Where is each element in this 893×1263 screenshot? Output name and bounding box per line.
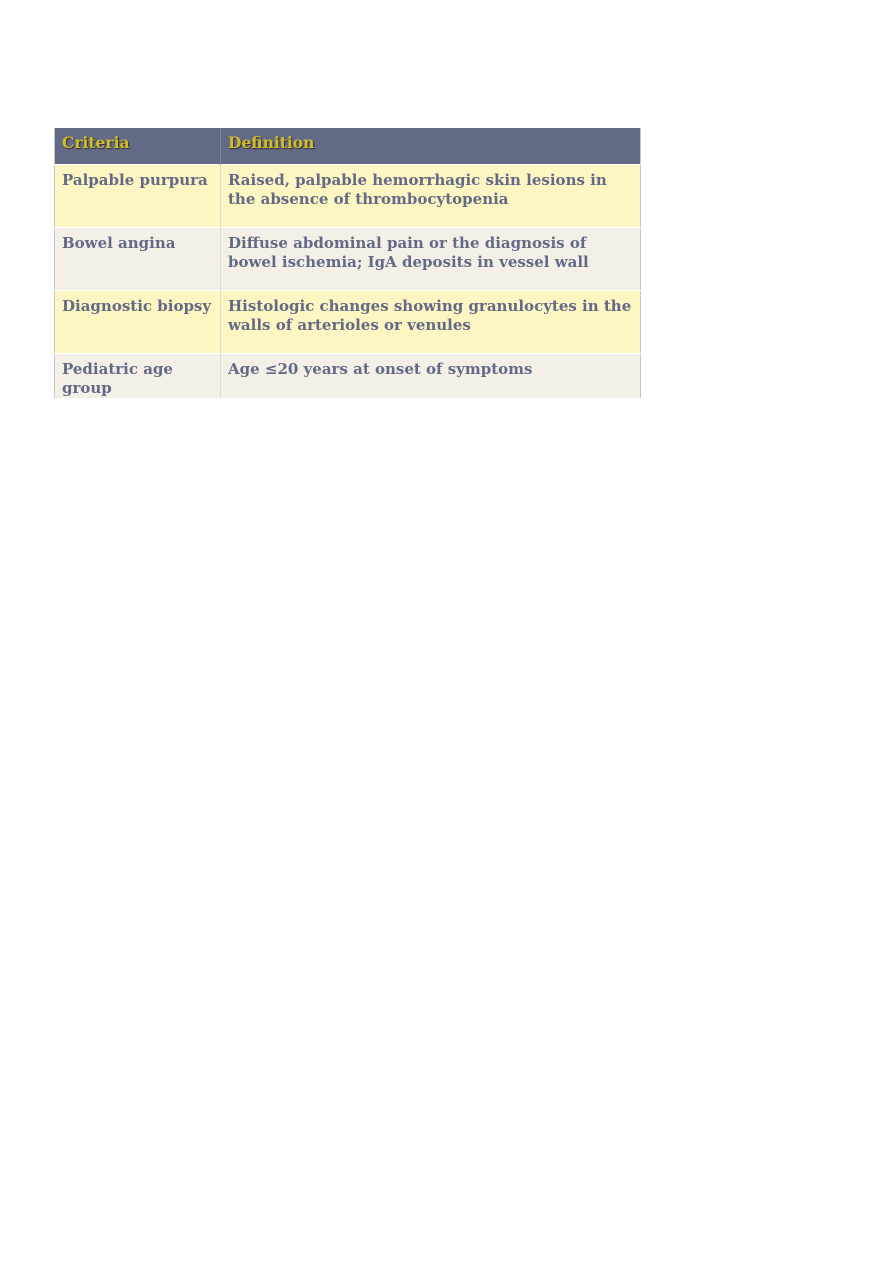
criteria-cell: Palpable purpura (55, 164, 221, 227)
criteria-cell: Diagnostic biopsy (55, 290, 221, 353)
table-row (55, 290, 641, 353)
definition-cell: Histologic changes showing granulocytes in the walls of arterioles or venules (221, 290, 641, 353)
criteria-cell: Pediatric age group (55, 353, 221, 398)
table-body (55, 164, 641, 398)
definition-cell: Age ≤20 years at onset of symptoms (221, 353, 641, 398)
table-row (55, 164, 641, 227)
criteria-table (54, 128, 641, 398)
table-row (55, 227, 641, 290)
header-criteria: Criteria (55, 128, 221, 164)
definition-cell: Diffuse abdominal pain or the diagnosis of bowel ischemia; IgA deposits in vessel wall (221, 227, 641, 290)
table-row (55, 353, 641, 398)
header-row (55, 128, 641, 164)
criteria-cell: Bowel angina (55, 227, 221, 290)
table-header (55, 128, 641, 164)
definition-cell: Raised, palpable hemorrhagic skin lesions in the absence of thrombocytopenia (221, 164, 641, 227)
header-definition: Definition (228, 133, 315, 152)
